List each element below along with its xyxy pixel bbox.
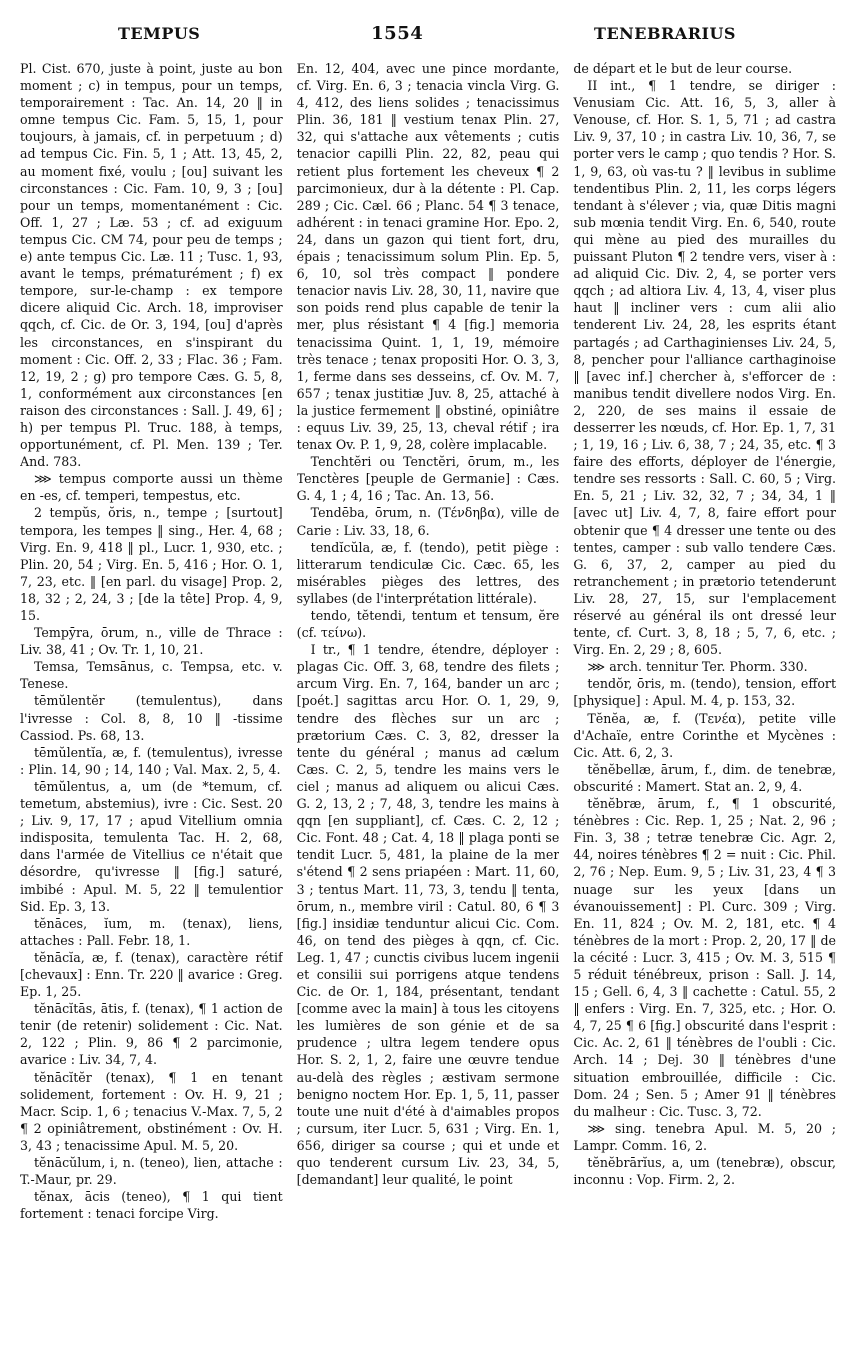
header-right-guide-word: TENEBRARIUS bbox=[594, 23, 736, 43]
column-2 bbox=[297, 60, 560, 1352]
entry-paragraph: ⋙ tempus comporte aussi un thème en -es, cf. temperi, tempestus, etc. bbox=[20, 471, 283, 504]
entry-paragraph: tendĭcŭla, æ, f. (tendo), petit piège : litterarum tendiculæ Cic. Cæc. 65, les misérables pièges des lettres, des syllabes (de l'interprétation littérale). bbox=[296, 539, 560, 606]
entry-paragraph: Pl. Cist. 670, juste à point, juste au bon moment ; c) in tempus, pour un temps, temporairement : Tac. An. 14, 20 ‖ in omne tempus Cic. Fam. 5, 15, 1, pour toujours, à jamais, cf. in perpetuum ; d) ad tempus Cic. Fin. 5, 1 ; Att. 13, 45, 2, au moment fixé, voulu ; [ou] suivant les circonstances : Cic. Fam. 10, 9, 3 ; [ou] pour un temps, momentanément : Cic. Off. 1, 27 ; Læ. 53 ; cf. ad exiguum tempus Cic. CM 74, pour peu de temps ; e) ante tempus Cic. Læ. 11 ; Tusc. 1, 93, avant le temps, prématurément ; f) ex tempore, sur-le-champ : ex tempore dicere aliquid Cic. Arch. 18, improviser qqch, cf. Cic. de Or. 3, 194, [ou] d'après les circonstances, en s'inspirant du moment : Cic. Off. 2, 33 ; Flac. 36 ; Fam. 12, 19, 2 ; g) pro tempore Cæs. G. 5, 8, 1, conformément aux circonstances [en raison des circonstances : Sall. J. 49, 6] ; h) per tempus Pl. Truc. 188, à temps, opportunément, cf. Pl. Men. 139 ; Ter. And. 783. bbox=[20, 61, 283, 470]
column-1 bbox=[20, 60, 283, 1352]
running-header bbox=[30, 18, 824, 48]
entry-paragraph: tĕnax, ācis (teneo), ¶ 1 qui tient fortement : tenaci forcipe Virg. bbox=[20, 1189, 283, 1222]
entry-paragraph: tĕnĕbrārĭus, a, um (tenebræ), obscur, inconnu : Vop. Firm. 2, 2. bbox=[573, 1155, 837, 1188]
entry-paragraph: tĕnĕbræ, ārum, f., ¶ 1 obscurité, ténèbres : Cic. Rep. 1, 25 ; Nat. 2, 96 ; Fin. 3, 38 ; tetræ tenebræ Cic. Agr. 2, 44, noires ténèbres ¶ 2 = nuit : Cic. Phil. 2, 76 ; Nep. Eum. 9, 5 ; Liv. 31, 23, 4 ¶ 3 nuage sur les yeux [dans un évanouissement] : Pl. Curc. 309 ; Virg. En. 11, 824 ; Ov. M. 2, 181, etc. ¶ 4 ténèbres de la mort : Prop. 2, 20, 17 ‖ de la cécité : Lucr. 3, 415 ; Ov. M. 3, 515 ¶ 5 réduit ténébreux, prison : Sall. J. 14, 15 ; Gell. 6, 4, 3 ‖ cachette : Catul. 55, 2 ‖ enfers : Virg. En. 7, 325, etc. ; Hor. O. 4, 7, 25 ¶ 6 [fig.] obscurité dans l'esprit : Cic. Ac. 2, 61 ‖ ténèbres de l'oubli : Cic. Arch. 14 ; Dej. 30 ‖ ténèbres d'une situation embrouillée, difficile : Cic. Dom. 24 ; Sen. 5 ; Amer 91 ‖ ténèbres du malheur : Cic. Tusc. 3, 72. bbox=[573, 796, 837, 1119]
entry-paragraph: tēmŭlentĭa, æ, f. (temulentus), ivresse : Plin. 14, 90 ; 14, 140 ; Val. Max. 2, 5, 4. bbox=[20, 744, 283, 777]
entry-paragraph: tĕnācŭlum, i, n. (teneo), lien, attache : T.-Maur, pr. 29. bbox=[20, 1155, 283, 1188]
entry-paragraph: tĕnāces, ĭum, m. (tenax), liens, attaches : Pall. Febr. 18, 1. bbox=[20, 915, 283, 948]
page-number: 1554 bbox=[371, 22, 424, 44]
entry-paragraph: Tendēba, ōrum, n. (Τένδηβα), ville de Carie : Liv. 33, 18, 6. bbox=[296, 505, 560, 538]
entry-paragraph: Tenchtĕri ou Tenctĕri, ōrum, m., les Tenctères [peuple de Germanie] : Cæs. G. 4, 1 ; 4, 16 ; Tac. An. 13, 56. bbox=[296, 454, 560, 504]
entry-paragraph: de départ et le but de leur course. bbox=[573, 61, 793, 76]
entry-paragraph: tendo, tĕtendi, tentum et tensum, ĕre (cf. τείνω). bbox=[296, 608, 560, 641]
entry-paragraph: ⋙ sing. tenebra Apul. M. 5, 20 ; Lampr. Comm. 16, 2. bbox=[573, 1120, 837, 1153]
entry-paragraph: ⋙ arch. tennitur Ter. Phorm. 330. bbox=[587, 659, 808, 675]
entry-paragraph: I tr., ¶ 1 tendre, étendre, déployer : plagas Cic. Off. 3, 68, tendre des filets ; arcum Virg. En. 7, 164, bander un arc ; [poét.] sagittas arcu Hor. O. 1, 29, 9, tendre des flèches sur un arc ; prætorium Cæs. C. 3, 82, dresser la tente du général ; manus ad cælum Cæs. C. 2, 5, tendre les mains vers le ciel ; manus ad aliquem ou alicui Cæs. G. 2, 13, 2 ; 7, 48, 3, tendre les mains à qqn [en suppliant], cf. Cæs. C. 2, 12 ; Cic. Font. 48 ; Cat. 4, 18 ‖ plaga ponti se tendit Lucr. 5, 481, la plaine de la mer s'étend ¶ 2 sens priapéen : Mart. 11, 60, 3 ; tentus Mart. 11, 73, 3, tendu ‖ tenta, ōrum, n., membre viril : Catul. 80, 6 ¶ 3 [fig.] insidiæ tenduntur alicui Cic. Com. 46, on tend des pièges à qqn, cf. Cic. Leg. 1, 47 ; cunctis civibus lucem ingenii et consilii sui porrigens atque tendens Cic. de Or. 1, 184, présentant, tendant [comme avec la main] à tous les citoyens les lumières de son génie et de sa prudence ; ultra legem tendere opus Hor. S. 2, 1, 2, faire une œuvre tendue au-delà des règles ; æstivam sermone benigno noctem Hor. Ep. 1, 5, 11, passer toute une nuit d'été à d'aimables propos ; cursum, iter Lucr. 5, 631 ; Virg. En. 1, 656, diriger sa course ; qui et unde et quo tenderent cursum Liv. 23, 34, 5, [demandant] leur qualité, le point bbox=[296, 642, 560, 1188]
entry-paragraph: Temsa, Temsānus, c. Tempsa, etc. v. Tenese. bbox=[20, 659, 283, 692]
entry-paragraph: tĕnācĭtās, ātis, f. (tenax), ¶ 1 action de tenir (de retenir) solidement : Cic. Nat. 2, 122 ; Plin. 9, 86 ¶ 2 parcimonie, avarice : Liv. 34, 7, 4. bbox=[20, 1001, 283, 1068]
entry-paragraph: En. 12, 404, avec une pince mordante, cf. Virg. En. 6, 3 ; tenacia vincla Virg. G. 4, 412, des liens solides ; tenacissimus Plin. 36, 181 ‖ vestium tenax Plin. 27, 32, qui s'attache aux vêtements ; cutis tenacior capilli Plin. 22, 82, peau qui retient plus fortement les cheveux ¶ 2 parcimonieux, dur à la détente : Pl. Cap. 289 ; Cic. Cæl. 66 ; Planc. 54 ¶ 3 tenace, adhérent : in tenaci gramine Hor. Epo. 2, 24, dans un gazon qui tient fort, dru, épais ; tenacissimum solum Plin. Ep. 5, 6, 10, sol très compact ‖ pondere tenacior navis Liv. 28, 30, 11, navire que son poids rend plus capable de tenir la mer, plus résistant ¶ 4 [fig.] memoria tenacissima Quint. 1, 1, 19, mémoire très tenace ; tenax propositi Hor. O. 3, 3, 1, ferme dans ses desseins, cf. Ov. M. 7, 657 ; tenax justitiæ Juv. 8, 25, attaché à la justice fermement ‖ obstiné, opiniâtre : equus Liv. 39, 25, 13, cheval rétif ; ira tenax Ov. P. 1, 9, 28, colère implacable. bbox=[296, 61, 560, 453]
entry-paragraph: tĕnĕbellæ, ārum, f., dim. de tenebræ, obscurité : Mamert. Stat an. 2, 9, 4. bbox=[573, 761, 837, 794]
entry-paragraph: tēmŭlentĕr (temulentus), dans l'ivresse : Col. 8, 8, 10 ‖ -tissime Cassiod. Ps. 68, 13. bbox=[20, 693, 283, 743]
entry-paragraph: Tempȳra, ōrum, n., ville de Thrace : Liv. 38, 41 ; Ov. Tr. 1, 10, 21. bbox=[20, 625, 283, 658]
text-columns bbox=[20, 60, 836, 1352]
entry-paragraph: tĕnācĭtĕr (tenax), ¶ 1 en tenant solidement, fortement : Ov. H. 9, 21 ; Macr. Scip. 1, 6 ; tenacius V.-Max. 7, 5, 2 ¶ 2 opiniâtrement, obstinément : Ov. H. 3, 43 ; tenacissime Apul. M. 5, 20. bbox=[20, 1069, 283, 1153]
entry-paragraph: 2 tempŭs, ŏris, n., tempe ; [surtout] tempora, les tempes ‖ sing., Her. 4, 68 ; Virg. En. 9, 418 ‖ pl., Lucr. 1, 930, etc. ; Plin. 20, 54 ; Virg. En. 5, 416 ; Hor. O. 1, 7, 23, etc. ‖ [en parl. du visage] Prop. 2, 18, 32 ; 2, 24, 3 ; [de la tête] Prop. 4, 9, 15. bbox=[20, 505, 283, 623]
entry-paragraph: II int., ¶ 1 tendre, se diriger : Venusiam Cic. Att. 16, 5, 3, aller à Venouse, cf. Hor. S. 1, 5, 71 ; ad castra Liv. 9, 37, 10 ; in castra Liv. 10, 36, 7, se porter vers le camp ; quo tendis ? Hor. S. 1, 9, 63, où vas-tu ? ‖ levibus in sublime tendentibus Plin. 2, 11, les corps légers tendant à s'élever ; via, quæ Ditis magni sub mœnia tendit Virg. En. 6, 540, route qui mène au pied des murailles du puissant Pluton ¶ 2 tendre vers, viser à : ad aliquid Cic. Div. 2, 4, se porter vers qqch ; ad altiora Liv. 4, 13, 4, viser plus haut ‖ incliner vers : cum alii alio tenderent Liv. 24, 28, les esprits étant partagés ; ad Carthaginienses Liv. 24, 5, 8, pencher pour l'alliance carthaginoise ‖ [avec inf.] chercher à, s'efforcer de : manibus tendit divellere nodos Virg. En. 2, 220, de ses mains il essaie de desserrer les nœuds, cf. Hor. Ep. 1, 7, 31 ; 1, 19, 16 ; Liv. 6, 38, 7 ; 24, 35, etc. ¶ 3 faire des efforts, déployer de l'énergie, tendre ses ressorts : Sall. C. 60, 5 ; Virg. En. 5, 21 ; Liv. 32, 32, 7 ; 34, 34, 1 ‖ [avec ut] Liv. 4, 7, 8, faire effort pour obtenir que ¶ 4 dresser une tente ou des tentes, camper : sub vallo tendere Cæs. G. 6, 37, 2, camper au pied du retranchement ; in prætorio tetenderunt Liv. 28, 27, 15, sur l'emplacement réservé au général ils ont dressé leur tente, cf. Curt. 3, 8, 18 ; 5, 7, 6, etc. ; Virg. En. 2, 29 ; 8, 605. bbox=[573, 78, 837, 658]
header-left-guide-word: TEMPUS bbox=[118, 23, 201, 43]
entry-paragraph: tendŏr, ōris, m. (tendo), tension, effort [physique] : Apul. M. 4, p. 153, 32. bbox=[573, 676, 837, 709]
entry-paragraph: tĕnācĭa, æ, f. (tenax), caractère rétif [chevaux] : Enn. Tr. 220 ‖ avarice : Greg. Ep. 1, 25. bbox=[20, 949, 283, 1000]
column-3 bbox=[573, 60, 836, 1352]
entry-paragraph: tēmŭlentus, a, um (de *temum, cf. temetum, abstemius), ivre : Cic. Sest. 20 ; Liv. 9, 17, 17 ; apud Vitellium omnia indisposita, temulenta Tac. H. 2, 68, dans l'armée de Vitellius ce n'était que désordre, qu'ivresse ‖ [fig.] saturé, imbibé : Apul. M. 5, 22 ‖ temulentior Sid. Ep. 3, 13. bbox=[20, 778, 283, 914]
entry-paragraph: Tĕnĕa, æ, f. (Τενέα), petite ville d'Achaïe, entre Corinthe et Mycènes : Cic. Att. 6, 2, 3. bbox=[573, 710, 837, 760]
